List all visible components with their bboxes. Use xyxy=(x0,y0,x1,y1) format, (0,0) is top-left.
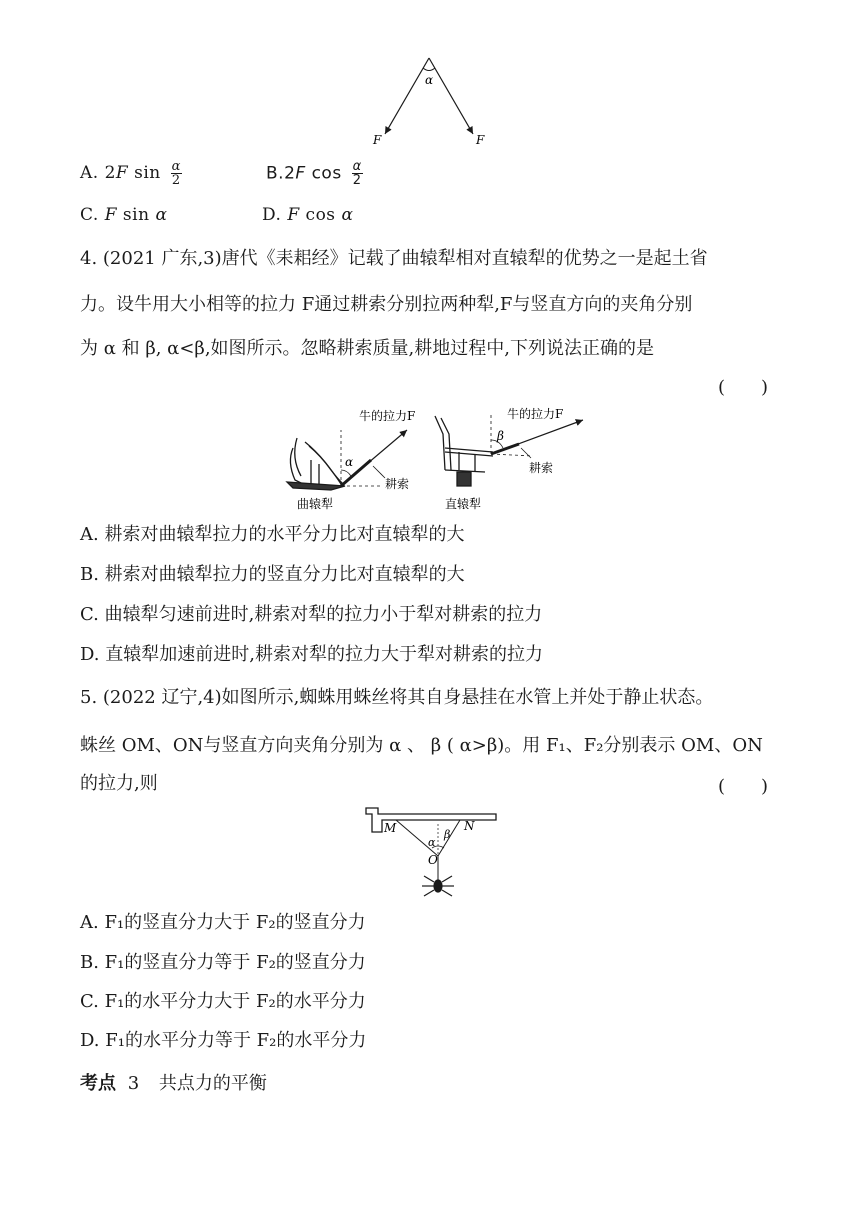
q4-force-label-left: 牛的拉力F xyxy=(359,409,416,423)
q4-stem-line-1: 4. (2021 广东,3)唐代《耒耜经》记载了曲辕犁相对直辕犁的优势之一是起土省 xyxy=(80,248,708,269)
q3-alpha-label: α xyxy=(425,73,434,87)
q4-rope-label-left: 耕索 xyxy=(385,477,410,491)
section-label: 考点 xyxy=(80,1073,116,1094)
q4-option-c: C. 曲辕犁匀速前进时,耕索对犁的拉力小于犁对耕索的拉力 xyxy=(80,604,543,625)
q3-option-d: D. F cos α xyxy=(262,205,354,225)
straight-plow-drawing xyxy=(435,416,493,486)
q5-label-alpha: α xyxy=(428,836,436,849)
q5-stem-line-2: 蛛丝 OM、ON与竖直方向夹角分别为 α 、 β ( α>β)。用 F₁、F₂分别表示 OM、ON xyxy=(80,735,763,756)
q3-option-b: B.2F cos $\frac{\alpha}{2}$ xyxy=(266,159,362,188)
q4-caption-curved-plow: 曲辕犁 xyxy=(297,497,334,511)
section-title: 共点力的平衡 xyxy=(158,1073,267,1094)
q4-option-a: A. 耕索对曲辕犁拉力的水平分力比对直辕犁的大 xyxy=(80,524,465,545)
q5-label-M: M xyxy=(384,821,397,835)
q5-spider-figure xyxy=(362,804,502,900)
curved-plow-drawing xyxy=(287,438,345,490)
q5-option-a: A. F₁的竖直分力大于 F₂的竖直分力 xyxy=(80,912,366,933)
section-heading xyxy=(80,1072,267,1096)
q3-force-figure xyxy=(360,52,500,152)
q4-stem-line-2: 力。设牛用大小相等的拉力 F通过耕索分别拉两种犁,F与竖直方向的夹角分别 xyxy=(80,294,693,315)
q5-answer-bracket: ( ) xyxy=(718,776,769,797)
section-number: 3 xyxy=(127,1073,140,1094)
q3-option-b-fraction: $\frac{\alpha}{2}$ xyxy=(352,159,362,188)
q5-option-b: B. F₁的竖直分力等于 F₂的竖直分力 xyxy=(80,952,366,973)
q5-option-d: D. F₁的水平分力等于 F₂的水平分力 xyxy=(80,1030,367,1051)
q4-rope-label-right: 耕索 xyxy=(529,461,554,475)
q4-angle-alpha-label: α xyxy=(345,455,354,469)
q4-force-label-right: 牛的拉力F xyxy=(507,407,564,421)
q3-option-a: A. 2F sin $\frac{\alpha}{2}$ xyxy=(80,159,181,188)
q3-option-a-fraction: $\frac{\alpha}{2}$ xyxy=(171,159,181,188)
q5-option-c: C. F₁的水平分力大于 F₂的水平分力 xyxy=(80,991,366,1012)
q3-f-right-label: F xyxy=(476,133,485,147)
q4-stem-line-3: 为 α 和 β, α<β,如图所示。忽略耕索质量,耕地过程中,下列说法正确的是 xyxy=(80,338,654,359)
q4-answer-bracket: ( ) xyxy=(718,377,769,398)
q5-label-beta: β xyxy=(444,828,451,841)
q4-option-d: D. 直辕犁加速前进时,耕索对犁的拉力大于犁对耕索的拉力 xyxy=(80,644,543,665)
q4-option-b: B. 耕索对曲辕犁拉力的竖直分力比对直辕犁的大 xyxy=(80,564,465,585)
q3-f-left-label: F xyxy=(373,133,382,147)
q5-label-N: N xyxy=(464,819,475,833)
q5-label-O: O xyxy=(428,853,438,867)
q4-plow-figure xyxy=(275,400,595,515)
q4-angle-beta-label: β xyxy=(497,429,504,443)
q4-caption-straight-plow: 直辕犁 xyxy=(445,497,482,511)
q5-stem-line-3: 的拉力,则 xyxy=(80,773,158,794)
q5-stem-line-1: 5. (2022 辽宁,4)如图所示,蜘蛛用蛛丝将其自身悬挂在水管上并处于静止状态。 xyxy=(80,687,714,708)
q3-option-c: C. F sin α xyxy=(80,205,168,225)
